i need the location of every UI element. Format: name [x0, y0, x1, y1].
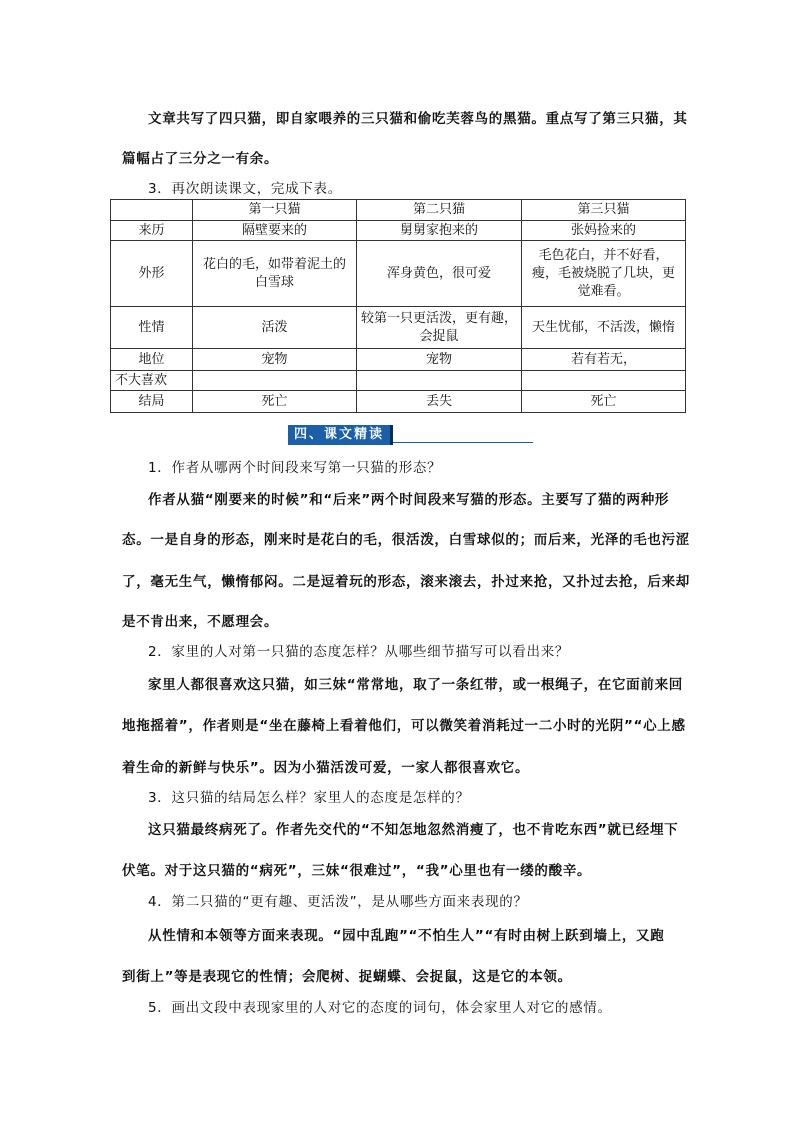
table-cell: 死亡 [522, 391, 686, 413]
table-row [111, 391, 686, 413]
table-cell: 浑身黄色，很可爱 [357, 241, 522, 307]
question-3-read: 3．再次朗读课文，完成下表。 [148, 181, 342, 197]
table-cell: 张妈捡来的 [522, 221, 686, 241]
answer-1-line: 作者从猫“刚要来的时候”和“后来”两个时间段来写猫的形态。主要写了猫的两种形 [148, 492, 670, 508]
answer-4-line: 到街上”等是表现它的性情；会爬树、捉蝴蝶、会捉鼠，这是它的本领。 [122, 969, 572, 985]
section-heading [288, 425, 533, 445]
answer-4-line: 从性情和本领等方面来表现。“园中乱跑”“不怕生人”“有时由树上跃到墙上，又跑 [148, 928, 665, 944]
question-2: 2．家里的人对第一只猫的态度怎样？从哪些细节描写可以看出来？ [148, 644, 570, 660]
question-5: 5．画出文段中表现家里的人对它的态度的词句，体会家里人对它的感情。 [148, 1000, 612, 1016]
table-cell: 花白的毛，如带着泥土的白雪球 [193, 241, 357, 307]
table-cell: 结局 [111, 391, 193, 413]
table-header-row [111, 200, 686, 221]
table-header-cell: 第三只猫 [522, 200, 686, 221]
answer-1-line: 是不肯出来，不愿理会。 [122, 614, 279, 630]
table-header-cell: 第二只猫 [357, 200, 522, 221]
table-cell: 毛色花白，并不好看，瘦，毛被烧脱了几块，更觉难看。 [522, 241, 686, 307]
table-row [111, 307, 686, 349]
answer-2-line: 家里人都很喜欢这只猫，如三妹“常常地，取了一条红带，或一根绳子，在它面前来回 [148, 677, 683, 693]
answer-2-line: 地拖摇着”，作者则是“坐在藤椅上看着他们，可以微笑着消耗过一二小时的光阴”“心上感 [122, 718, 686, 734]
table-cell: 隔壁要来的 [193, 221, 357, 241]
table-cell: 丢失 [357, 391, 522, 413]
question-3: 3．这只猫的结局怎么样？家里人的态度是怎样的？ [148, 790, 470, 806]
table-cell: 较第一只更活泼，更有趣，会捉鼠 [357, 307, 522, 349]
table-row [111, 349, 686, 371]
table-row [111, 241, 686, 307]
table-cell: 宠物 [193, 349, 357, 371]
table-cell: 活泼 [193, 307, 357, 349]
table-cell: 死亡 [193, 391, 357, 413]
table-cell [193, 371, 357, 391]
answer-3-line: 伏笔。对于这只猫的“病死”，三妹“很难过”，“我”心里也有一缕的酸辛。 [122, 863, 592, 879]
question-1: 1．作者从哪两个时间段来写第一只猫的形态？ [148, 460, 442, 476]
table-cell [357, 371, 522, 391]
table-cell: 宠物 [357, 349, 522, 371]
table-header-cell [111, 200, 193, 221]
answer-1-line: 态。一是自身的形态，刚来时是花白的毛，很活泼，白雪球似的；而后来，光泽的毛也污涩 [122, 532, 690, 548]
answer-3-line: 这只猫最终病死了。作者先交代的“不知怎地忽然消瘦了，也不肯吃东西”就已经埋下 [148, 822, 679, 838]
table-cell: 舅舅家抱来的 [357, 221, 522, 241]
table-cell: 来历 [111, 221, 193, 241]
section-title: 四、课文精读 [288, 425, 393, 445]
cats-comparison-table [110, 199, 686, 413]
table-cell: 地位 [111, 349, 193, 371]
table-row [111, 371, 686, 391]
question-4: 4．第二只猫的“更有趣、更活泼”，是从哪些方面来表现的？ [148, 894, 528, 910]
answer-1-line: 了，毫无生气，懒惰郁闷。二是逗着玩的形态，滚来滚去，扑过来抢，又扑过去抢，后来却 [122, 574, 690, 590]
table-cell: 性情 [111, 307, 193, 349]
intro-line-1: 文章共写了四只猫，即自家喂养的三只猫和偷吃芙蓉鸟的黑猫。重点写了第三只猫，其 [148, 111, 688, 127]
table-cell: 外形 [111, 241, 193, 307]
table-cell: 不大喜欢 [111, 371, 193, 391]
answer-2-line: 着生命的新鲜与快乐”。因为小猫活泼可爱，一家人都很喜欢它。 [122, 760, 530, 776]
intro-line-2: 篇幅占了三分之一有余。 [122, 151, 279, 167]
table-header-cell: 第一只猫 [193, 200, 357, 221]
table-row [111, 221, 686, 241]
section-rule [393, 442, 533, 443]
table-cell [522, 371, 686, 391]
table-cell: 天生忧郁，不活泼，懒惰 [522, 307, 686, 349]
table-cell: 若有若无， [522, 349, 686, 371]
